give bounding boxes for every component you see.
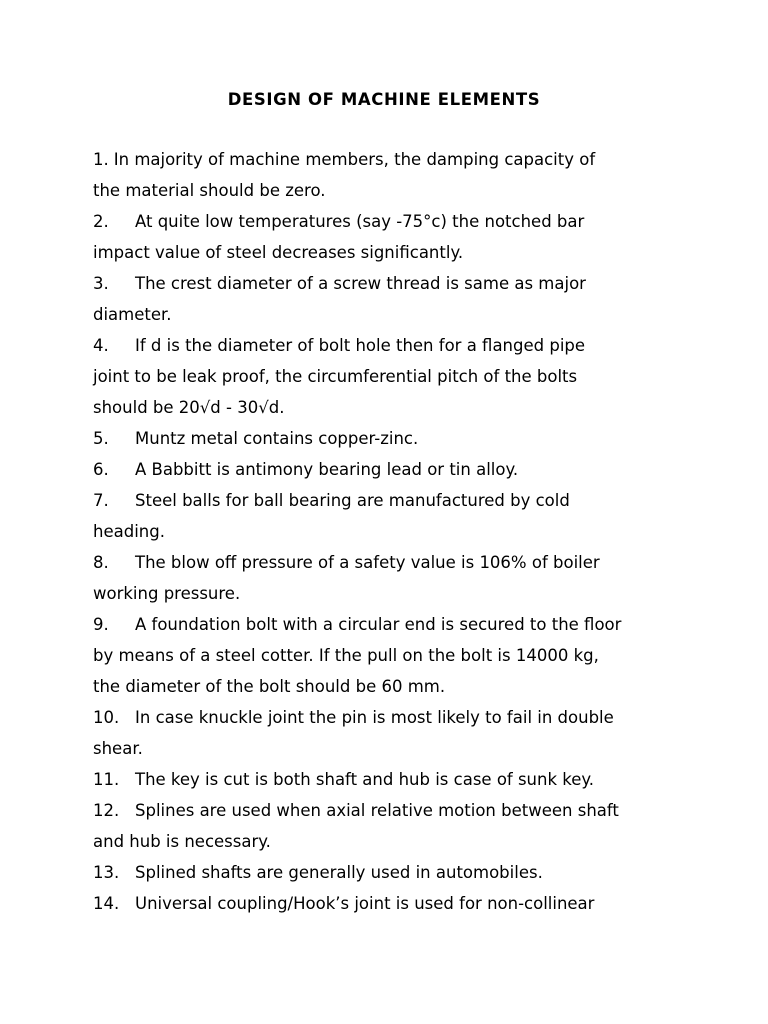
list-item-continuation [93,299,693,330]
item-text: and hub is necessary. [93,832,271,851]
item-text: In case knuckle joint the pin is most likely to fail in double [135,708,614,727]
list-item [93,888,693,919]
list-item [93,454,693,485]
item-text: working pressure. [93,584,241,603]
item-number: 8. [93,553,109,572]
item-text: diameter. [93,305,172,324]
list-item [93,764,693,795]
list-item-continuation [93,640,693,671]
item-text: the material should be zero. [93,181,326,200]
list-item-continuation [93,733,693,764]
item-text: Splines are used when axial relative motion between shaft [135,801,619,820]
item-number: 5. [93,429,109,448]
item-number: 11. [93,770,120,789]
item-text: by means of a steel cotter. If the pull on the bolt is 14000 kg, [93,646,599,665]
item-number: 3. [93,274,109,293]
list-item [93,609,693,640]
item-text: should be 20√d - 30√d. [93,398,285,417]
list-item [93,702,693,733]
list-item-continuation [93,237,693,268]
item-text: heading. [93,522,165,541]
list-item [93,485,693,516]
item-number: 9. [93,615,109,634]
item-text: The blow off pressure of a safety value is 106% of boiler [135,553,600,572]
item-number: 4. [93,336,109,355]
question-list [93,144,693,919]
list-item-continuation [93,826,693,857]
item-text: In majority of machine members, the damping capacity of [113,150,596,169]
list-item [93,144,693,175]
list-item [93,330,693,361]
item-text: the diameter of the bolt should be 60 mm. [93,677,446,696]
item-text: Steel balls for ball bearing are manufactured by cold [135,491,570,510]
item-number: 14. [93,894,120,913]
item-number: 1. [93,150,109,169]
item-text: The crest diameter of a screw thread is same as major [135,274,586,293]
item-text: Universal coupling/Hook’s joint is used for non-collinear [135,894,595,913]
item-text: A Babbitt is antimony bearing lead or tin alloy. [135,460,519,479]
item-text: joint to be leak proof, the circumferential pitch of the bolts [93,367,578,386]
list-item [93,268,693,299]
list-item-continuation [93,392,693,423]
item-number: 6. [93,460,109,479]
list-item [93,547,693,578]
list-item [93,795,693,826]
list-item-continuation [93,578,693,609]
item-text: Muntz metal contains copper-zinc. [135,429,419,448]
list-item [93,206,693,237]
item-text: If d is the diameter of bolt hole then for a flanged pipe [135,336,586,355]
item-text: impact value of steel decreases significantly. [93,243,464,262]
list-item [93,857,693,888]
item-text: Splined shafts are generally used in automobiles. [135,863,543,882]
list-item-continuation [93,516,693,547]
item-text: A foundation bolt with a circular end is secured to the floor [135,615,622,634]
list-item-continuation [93,361,693,392]
item-number: 12. [93,801,120,820]
item-number: 10. [93,708,120,727]
item-number: 7. [93,491,109,510]
list-item-continuation [93,175,693,206]
document-title: DESIGN OF MACHINE ELEMENTS [227,90,541,109]
list-item-continuation [93,671,693,702]
item-text: At quite low temperatures (say -75°c) the notched bar [135,212,585,231]
item-number: 2. [93,212,109,231]
item-text: shear. [93,739,143,758]
item-text: The key is cut is both shaft and hub is case of sunk key. [135,770,595,789]
list-item [93,423,693,454]
item-number: 13. [93,863,120,882]
